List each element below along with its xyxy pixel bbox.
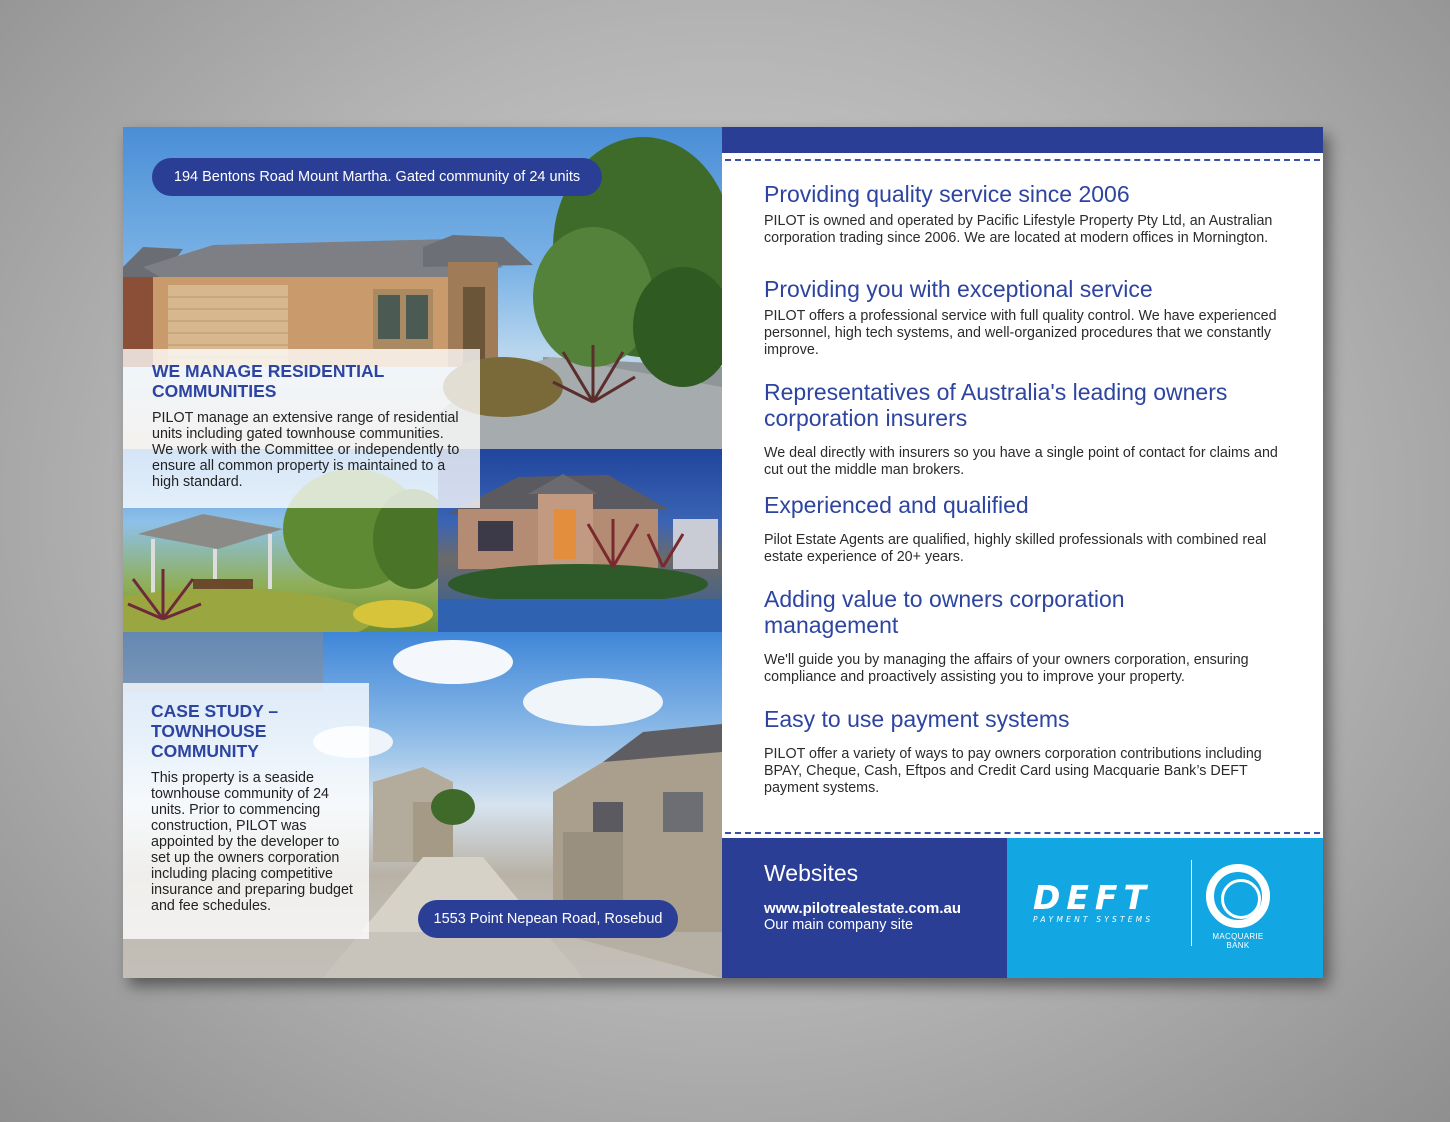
section-insurers [764,379,1284,479]
section-adding-value [764,586,1284,686]
dashed-divider [725,159,1320,161]
photo-house-dusk [438,449,722,632]
brochure-spread [123,127,1323,978]
section-heading: Experienced and qualified [764,492,1029,518]
left-page [123,127,722,978]
info-box-body: This property is a seaside townhouse community of 24 units. Prior to commencing construction, PILOT was appointed by the developer to set up the owners corporation including placing competitive insurance and preparing budget and fee schedules. [151,770,353,914]
websites-panel [722,838,1007,978]
info-box-title: CASE STUDY – TOWNHOUSE COMMUNITY [151,701,279,761]
logo-divider [1191,860,1192,946]
macquarie-logo-text: MACQUARIE BANK [1212,932,1264,950]
section-heading: Representatives of Australia's leading owners corporation insurers [764,379,1228,431]
top-color-bar [722,127,1323,153]
section-body: PILOT offers a professional service with full quality control. We have experienced personnel, high tech systems, and well-organized procedures that we constantly improve. [764,308,1277,358]
info-box-case-study [123,683,369,939]
info-box-title: WE MANAGE RESIDENTIAL COMMUNITIES [152,361,385,401]
websites-heading: Websites [764,860,859,886]
section-heading: Easy to use payment systems [764,706,1070,732]
section-body: Pilot Estate Agents are qualified, highly skilled professionals with combined real estate experience of 20+ years. [764,532,1267,565]
section-body: PILOT is owned and operated by Pacific Lifestyle Property Pty Ltd, an Australian corporation trading since 2006. We are located at modern offices in Mornington. [764,213,1273,246]
section-exceptional [764,276,1284,359]
info-box-residential [123,349,480,508]
right-page [722,127,1323,978]
macquarie-logo-icon [1206,864,1270,928]
section-heading: Adding value to owners corporation management [764,586,1125,638]
section-heading: Providing you with exceptional service [764,276,1153,302]
deft-logo-subtitle: PAYMENT SYSTEMS [1033,915,1154,924]
section-body: We deal directly with insurers so you have a single point of contact for claims and cut out the middle man brokers. [764,445,1278,478]
payment-logos-panel [1007,838,1323,978]
address-pill-rosebud: 1553 Point Nepean Road, Rosebud [418,900,678,938]
section-heading: Providing quality service since 2006 [764,181,1130,207]
website-caption: Our main company site [764,917,914,933]
section-quality [764,181,1284,247]
section-experienced [764,492,1284,566]
dashed-divider [725,832,1320,834]
website-link[interactable]: www.pilotrealestate.com.au [764,900,961,917]
section-body: We'll guide you by managing the affairs of your owners corporation, ensuring compliance and proactively assisting you to improve your property. [764,652,1249,685]
deft-logo: DEFT [1033,878,1152,917]
info-box-body: PILOT manage an extensive range of residential units including gated townhouse communities. We work with the Committee or independently to ensure all common property is maintained to a high standard. [152,410,460,490]
address-pill-mount-martha: 194 Bentons Road Mount Martha. Gated community of 24 units [152,158,602,196]
section-payment [764,706,1284,797]
section-body: PILOT offer a variety of ways to pay owners corporation contributions including BPAY, Cheque, Cash, Eftpos and Credit Card using Macquarie Bank’s DEFT payment systems. [764,746,1262,796]
